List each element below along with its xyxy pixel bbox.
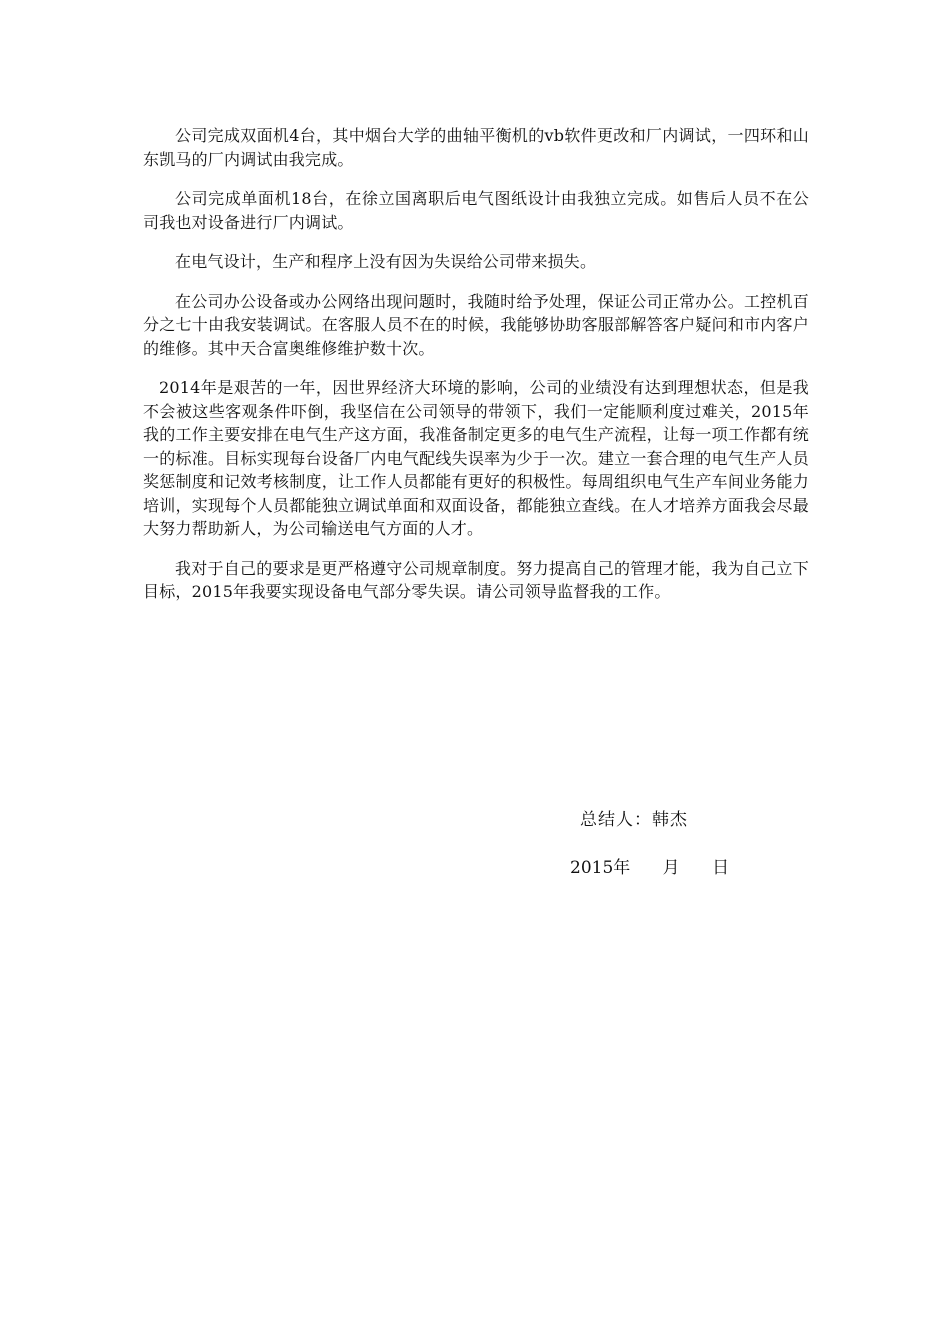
paragraph-office-support: 在公司办公设备或办公网络出现问题时，我随时给予处理，保证公司正常办公。工控机百分之七十由我安装调试。在客服人员不在的时候，我能够协助客服部解答客户疑问和市内客户的维修。其中天合富奥维修维护数十次。 [143,291,809,358]
paragraph-2015-plan: 2014年是艰苦的一年，因世界经济大环境的影响，公司的业绩没有达到理想状态，但是我不会被这些客观条件吓倒，我坚信在公司领导的带领下，我们一定能顺利度过难关，2015年我的工作主要安排在电气生产这方面，我准备制定更多的电气生产流程，让每一项工作都有统一的标准。目标实现每台设备厂内电气配线失误率为少于一次。建立一套合理的电气生产人员奖惩制度和记效考核制度，让工作人员都能有更好的积极性。每周组织电气生产车间业务能力培训，实现每个人员都能独立调试单面和双面设备，都能独立查线。在人才培养方面我会尽最大努力帮助新人，为公司输送电气方面的人才。 [143,378,809,538]
signature-block [570,808,830,880]
paragraph-double-sided-machines: 公司完成双面机4台，其中烟台大学的曲轴平衡机的vb软件更改和厂内调试，一四环和山东凯马的厂内调试由我完成。 [143,126,809,169]
signature-name: 总结人：韩杰 [580,810,688,830]
paragraph-self-requirements: 我对于自己的要求是更严格遵守公司规章制度。努力提高自己的管理才能，我为自己立下目标，2015年我要实现设备电气部分零失误。请公司领导监督我的工作。 [143,558,809,601]
document-body [143,124,809,620]
paragraph-single-sided-machines: 公司完成单面机18台，在徐立国离职后电气图纸设计由我独立完成。如售后人员不在公司我也对设备进行厂内调试。 [143,189,809,232]
signature-date: 2015年 月 日 [570,858,730,878]
paragraph-no-losses: 在电气设计，生产和程序上没有因为失误给公司带来损失。 [175,252,597,271]
